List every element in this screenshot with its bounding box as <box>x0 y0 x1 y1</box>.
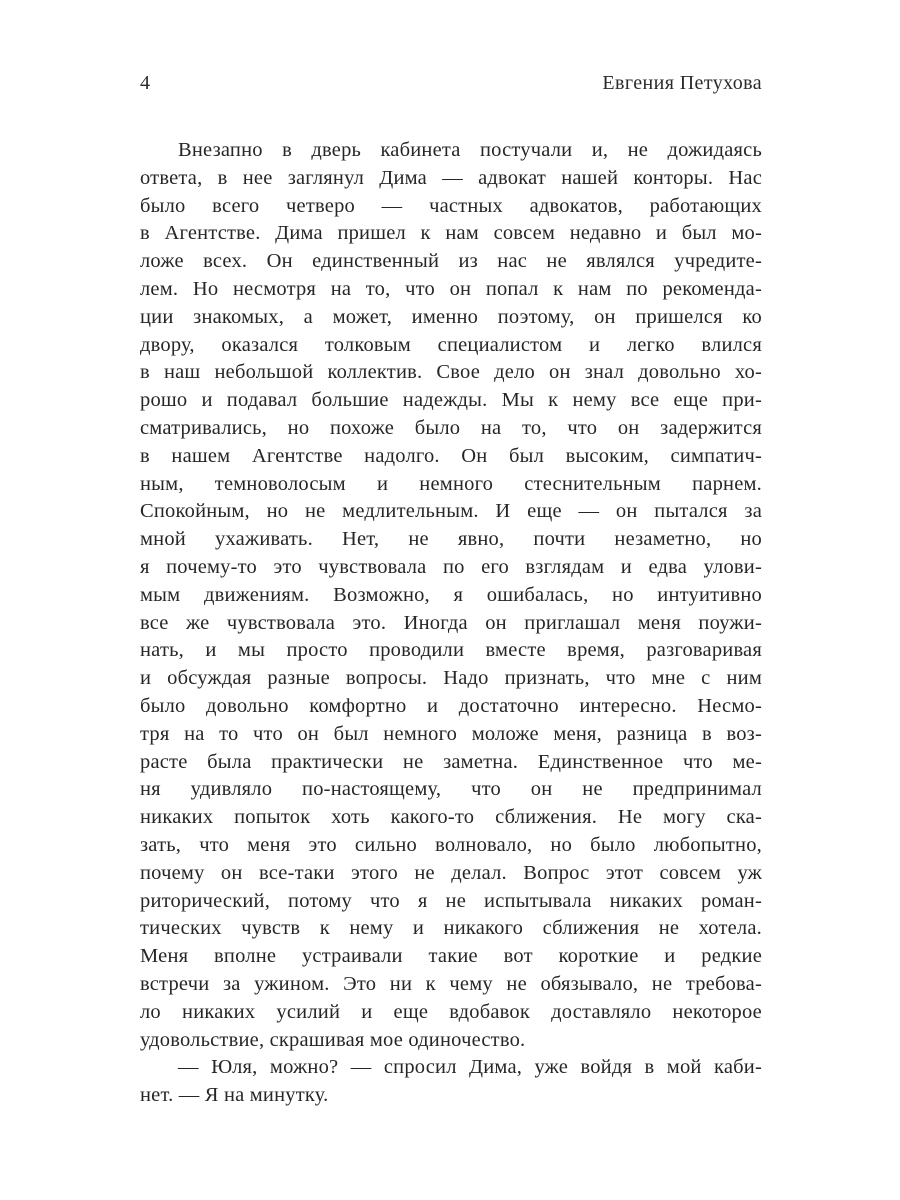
page-body <box>140 137 762 1110</box>
text-line: тря на то что он был немного моложе меня, разница в воз- <box>140 722 762 745</box>
text-line: ответа, в нее заглянул Дима — адвокат нашей конторы. Нас <box>140 166 762 189</box>
author-name: Евгения Петухова <box>602 72 762 94</box>
text-line: и обсуждая разные вопросы. Надо признать, что мне с ним <box>140 667 762 690</box>
text-line: встречи за ужином. Это ни к чему не обязывало, не требова- <box>140 972 762 995</box>
text-line: лем. Но несмотря на то, что он попал к нам по рекоменда- <box>140 277 762 300</box>
text-line: Меня вполне устраивали такие вот короткие и редкие <box>140 945 762 968</box>
text-line: риторический, потому что я не испытывала никаких роман- <box>140 889 762 912</box>
text-line: почему он все-таки этого не делал. Вопрос этот совсем уж <box>140 861 762 884</box>
text-line: нет. — Я на минутку. <box>140 1084 329 1107</box>
text-line: в Агентстве. Дима пришел к нам совсем недавно и был мо- <box>140 222 762 245</box>
text-line: Внезапно в дверь кабинета постучали и, не дожидаясь <box>178 139 762 161</box>
text-line: нать, и мы просто проводили вместе время, разговаривая <box>140 639 762 662</box>
text-line: расте была практически не заметна. Единственное что ме- <box>140 750 762 773</box>
paragraph <box>140 137 762 1054</box>
text-line: ным, темноволосым и немного стеснительным парнем. <box>140 472 762 495</box>
text-line: мной ухаживать. Нет, не явно, почти незаметно, но <box>140 528 762 551</box>
text-line: в наш небольшой коллектив. Свое дело он знал довольно хо- <box>140 361 762 384</box>
text-line: удовольствие, скрашивая мое одиночество. <box>140 1028 526 1051</box>
text-line: ло никаких усилий и еще вдобавок доставляло некоторое <box>140 1000 762 1023</box>
page-header <box>140 72 762 95</box>
text-line: тических чувств к нему и никакого сближения не хотела. <box>140 917 762 940</box>
paragraph <box>140 1054 762 1110</box>
text-line: ложе всех. Он единственный из нас не являлся учредите- <box>140 250 762 273</box>
text-line: ции знакомых, а может, именно поэтому, он пришелся ко <box>140 305 762 328</box>
text-line: мым движениям. Возможно, я ошибалась, но интуитивно <box>140 583 762 606</box>
text-line: зать, что меня это сильно волновало, но было любопытно, <box>140 833 762 856</box>
text-line: рошо и подавал большие надежды. Мы к нему все еще при- <box>140 389 762 412</box>
text-line: — Юля, можно? — спросил Дима, уже войдя в мой каби- <box>178 1056 762 1079</box>
text-line: Спокойным, но не медлительным. И еще — он пытался за <box>140 500 762 523</box>
text-line: было довольно комфортно и достаточно интересно. Несмо- <box>140 694 762 717</box>
text-line: все же чувствовала это. Иногда он приглашал меня поужи- <box>140 611 762 634</box>
text-line: в нашем Агентстве надолго. Он был высоким, симпатич- <box>140 444 762 467</box>
page-number: 4 <box>140 72 151 94</box>
text-line: я почему-то это чувствовала по его взглядам и едва улови- <box>140 555 762 578</box>
text-line: двору, оказался толковым специалистом и легко влился <box>140 333 762 356</box>
text-line: было всего четверо — частных адвокатов, работающих <box>140 194 762 217</box>
text-line: сматривались, но похоже было на то, что он задержится <box>140 416 762 439</box>
text-line: ня удивляло по-настоящему, что он не предпринимал <box>140 778 762 801</box>
text-line: никаких попыток хоть какого-то сближения. Не могу ска- <box>140 806 762 829</box>
